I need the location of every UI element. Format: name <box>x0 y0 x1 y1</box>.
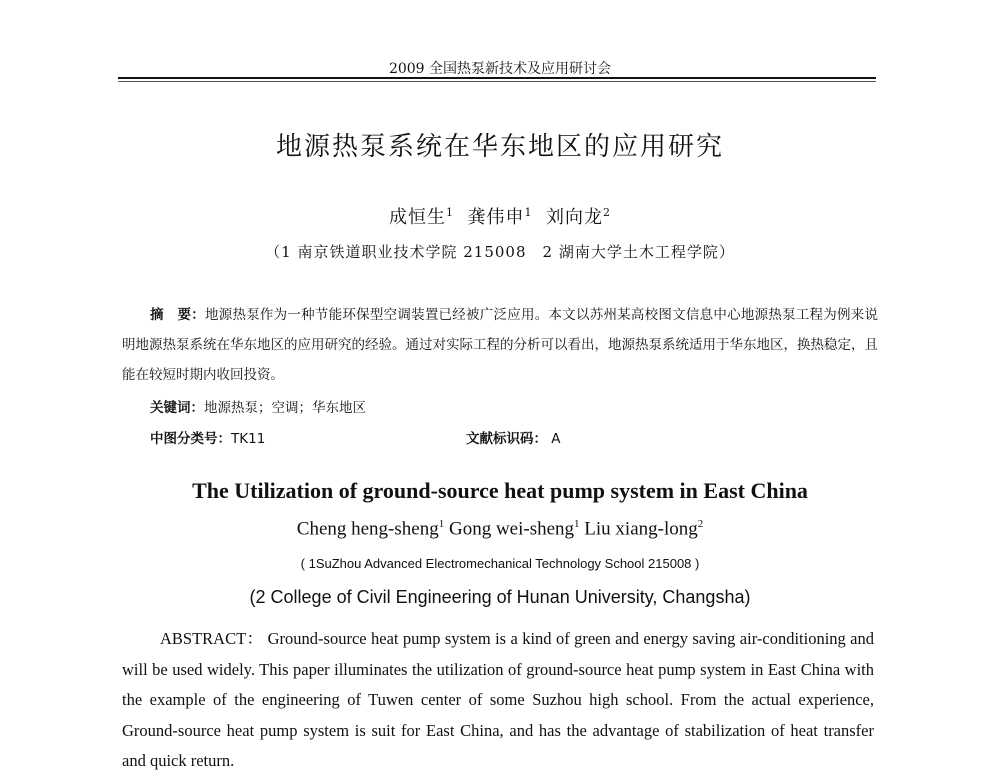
author-affiliation-mark: 1 <box>574 518 580 530</box>
paper-title-cn: 地源热泵系统在华东地区的应用研究 <box>275 132 724 162</box>
author-name: Cheng heng-sheng <box>296 518 439 540</box>
affiliation-en-2: (2 College of Civil Engineering of Hunan University, Changsha) <box>249 587 751 607</box>
authors-en <box>0 518 1000 540</box>
author-name: 成恒生 <box>389 207 447 228</box>
journal-header: 2009 全国热泵新技术及应用研讨会 <box>388 61 612 77</box>
abstract-cn <box>122 300 878 390</box>
affiliation-en-1: ( 1SuZhou Advanced Electromechanical Technology School 215008 ) <box>300 556 700 571</box>
abstract-en <box>122 624 874 777</box>
author-name: 刘向龙 <box>545 207 603 228</box>
document-code <box>466 427 561 447</box>
author-name: Liu xiang-long <box>584 518 698 540</box>
abstract-en-text: Ground-source heat pump system is a kind of green and energy saving air-conditioning and will be used widely. This paper illuminates the utilization of ground-source heat pump system in East China with the example of the engineering of Tuwen center of some Suzhou high school. From the actual experience, Ground-source heat pump system is suit for East China, and has the advantage of stabilization of heat transfer and quick return. <box>122 629 875 770</box>
keywords-label: 关键词： <box>150 400 204 416</box>
keywords-text: 地源热泵；空调；华东地区 <box>204 400 366 416</box>
author-affiliation-mark: 1 <box>446 206 455 219</box>
author-name: 龚伟申 <box>467 207 525 228</box>
author-affiliation-mark: 1 <box>524 206 533 219</box>
author-affiliation-mark: 2 <box>602 206 611 219</box>
clc-value: TK11 <box>231 431 266 447</box>
document-code-label: 文献标识码： <box>466 431 547 447</box>
author-affiliation-mark: 2 <box>697 518 704 530</box>
header-rule-thick <box>118 77 876 79</box>
keywords-cn <box>150 396 366 416</box>
affiliations-cn: （1 南京铁道职业技术学院 215008 2 湖南大学土木工程学院） <box>265 243 735 261</box>
clc-number <box>150 427 265 447</box>
header-rule-thin <box>118 81 876 82</box>
abstract-en-label: ABSTRACT： <box>160 629 264 648</box>
abstract-cn-label: 摘 要： <box>150 307 205 323</box>
clc-label: 中图分类号： <box>150 431 231 447</box>
abstract-cn-text: 地源热泵作为一种节能环保型空调装置已经被广泛应用。本文以苏州某高校图文信息中心地源热泵工程为例来说明地源热泵系统在华东地区的应用研究的经验。通过对实际工程的分析可以看出，地源热泵系统适用于华东地区，换热稳定，且能在较短时期内收回投资。 <box>122 307 879 383</box>
paper-title-en: The Utilization of ground-source heat pump system in East China <box>192 478 808 503</box>
author-affiliation-mark: 1 <box>438 518 445 530</box>
authors-cn <box>0 203 1000 229</box>
author-name: Gong wei-sheng <box>448 518 575 540</box>
document-code-value: A <box>551 431 561 447</box>
